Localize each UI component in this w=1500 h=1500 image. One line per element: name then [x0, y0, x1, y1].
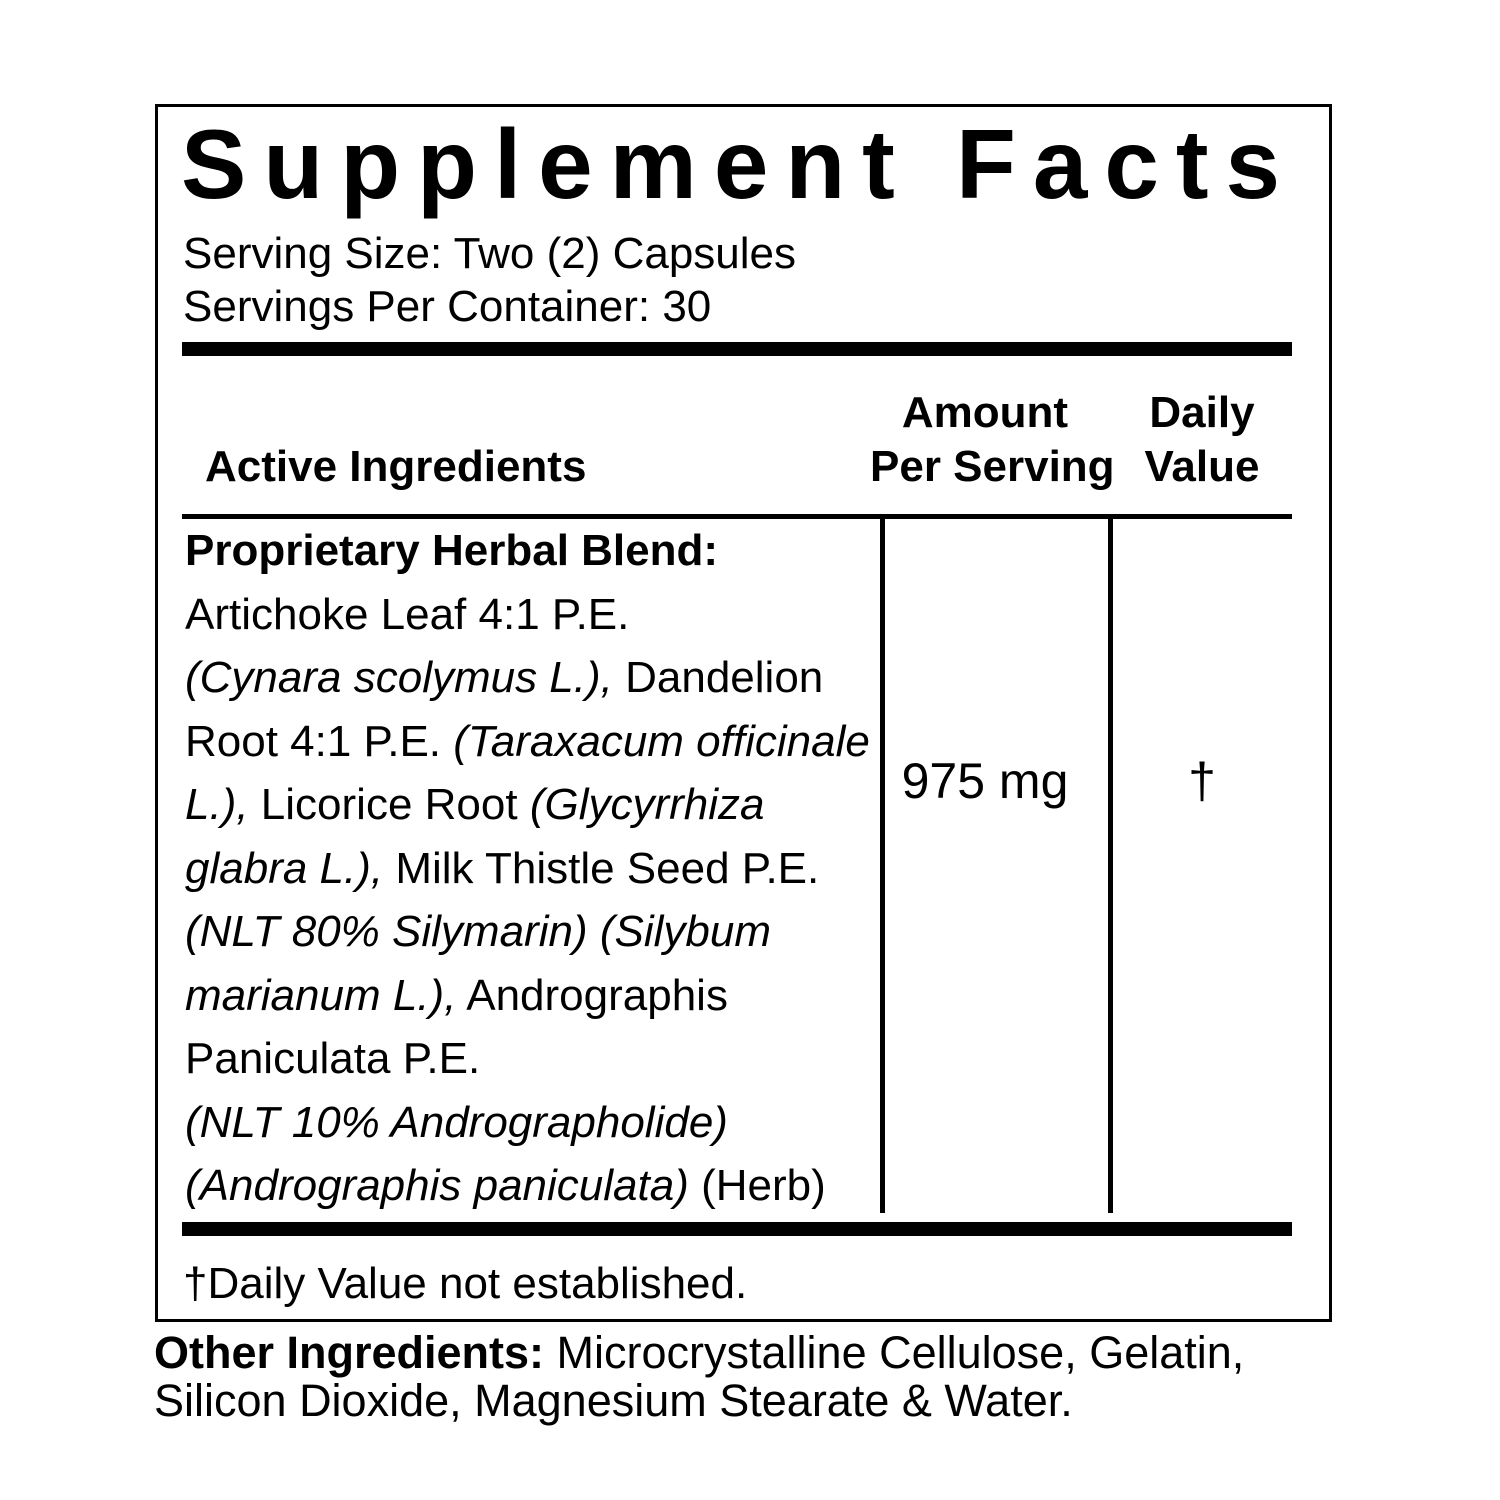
column-divider-daily-value — [1108, 519, 1113, 1213]
panel-title: Supplement Facts — [181, 109, 1298, 219]
column-header-amount-line1: Amount — [901, 388, 1069, 437]
column-header-daily-line2: Value — [1144, 442, 1260, 491]
blend-line: glabra L.), Milk Thistle Seed P.E. — [185, 843, 820, 893]
thick-rule-bottom — [182, 1222, 1292, 1236]
other-ingredients-label: Other Ingredients: — [154, 1327, 545, 1378]
other-ingredients-list-part1: Microcrystalline Cellulose, Gelatin, — [544, 1327, 1245, 1378]
blend-line: Artichoke Leaf 4:1 P.E. — [185, 589, 630, 639]
blend-line: (Cynara scolymus L.), Dandelion — [185, 653, 824, 702]
serving-info — [183, 227, 796, 333]
other-ingredients-line1 — [154, 1329, 1334, 1377]
blend-line: marianum L.), Andrographis — [185, 970, 728, 1020]
blend-line: (NLT 10% Andrographolide) — [185, 1097, 728, 1147]
column-header-daily-line1: Daily — [1149, 388, 1255, 437]
blend-line: L.), Licorice Root (Glycyrrhiza — [185, 780, 765, 829]
blend-line: Proprietary Herbal Blend: — [185, 526, 719, 575]
column-header-active-ingredients: Active Ingredients — [205, 442, 587, 491]
blend-line: (Andrographis paniculata) (Herb) — [185, 1161, 826, 1210]
other-ingredients-section — [154, 1329, 1334, 1425]
supplement-facts-panel — [155, 104, 1332, 1322]
ingredient-blend-description — [185, 519, 885, 1218]
thick-rule-top — [182, 342, 1292, 356]
daily-value-dagger-symbol: † — [1188, 753, 1216, 809]
other-ingredients-line2: Silicon Dioxide, Magnesium Stearate & Water. — [154, 1375, 1073, 1426]
blend-line: Paniculata P.E. — [185, 1034, 481, 1083]
blend-line: Root 4:1 P.E. (Taraxacum officinale — [185, 716, 870, 766]
blend-line: (NLT 80% Silymarin) (Silybum — [185, 907, 771, 956]
serving-size-line: Serving Size: Two (2) Capsules — [183, 229, 797, 278]
amount-per-serving-value: 975 mg — [901, 753, 1069, 809]
servings-per-container-line: Servings Per Container: 30 — [183, 282, 712, 331]
daily-value-footnote: †Daily Value not established. — [183, 1259, 748, 1308]
column-header-amount-line2: Per Serving — [870, 442, 1115, 491]
